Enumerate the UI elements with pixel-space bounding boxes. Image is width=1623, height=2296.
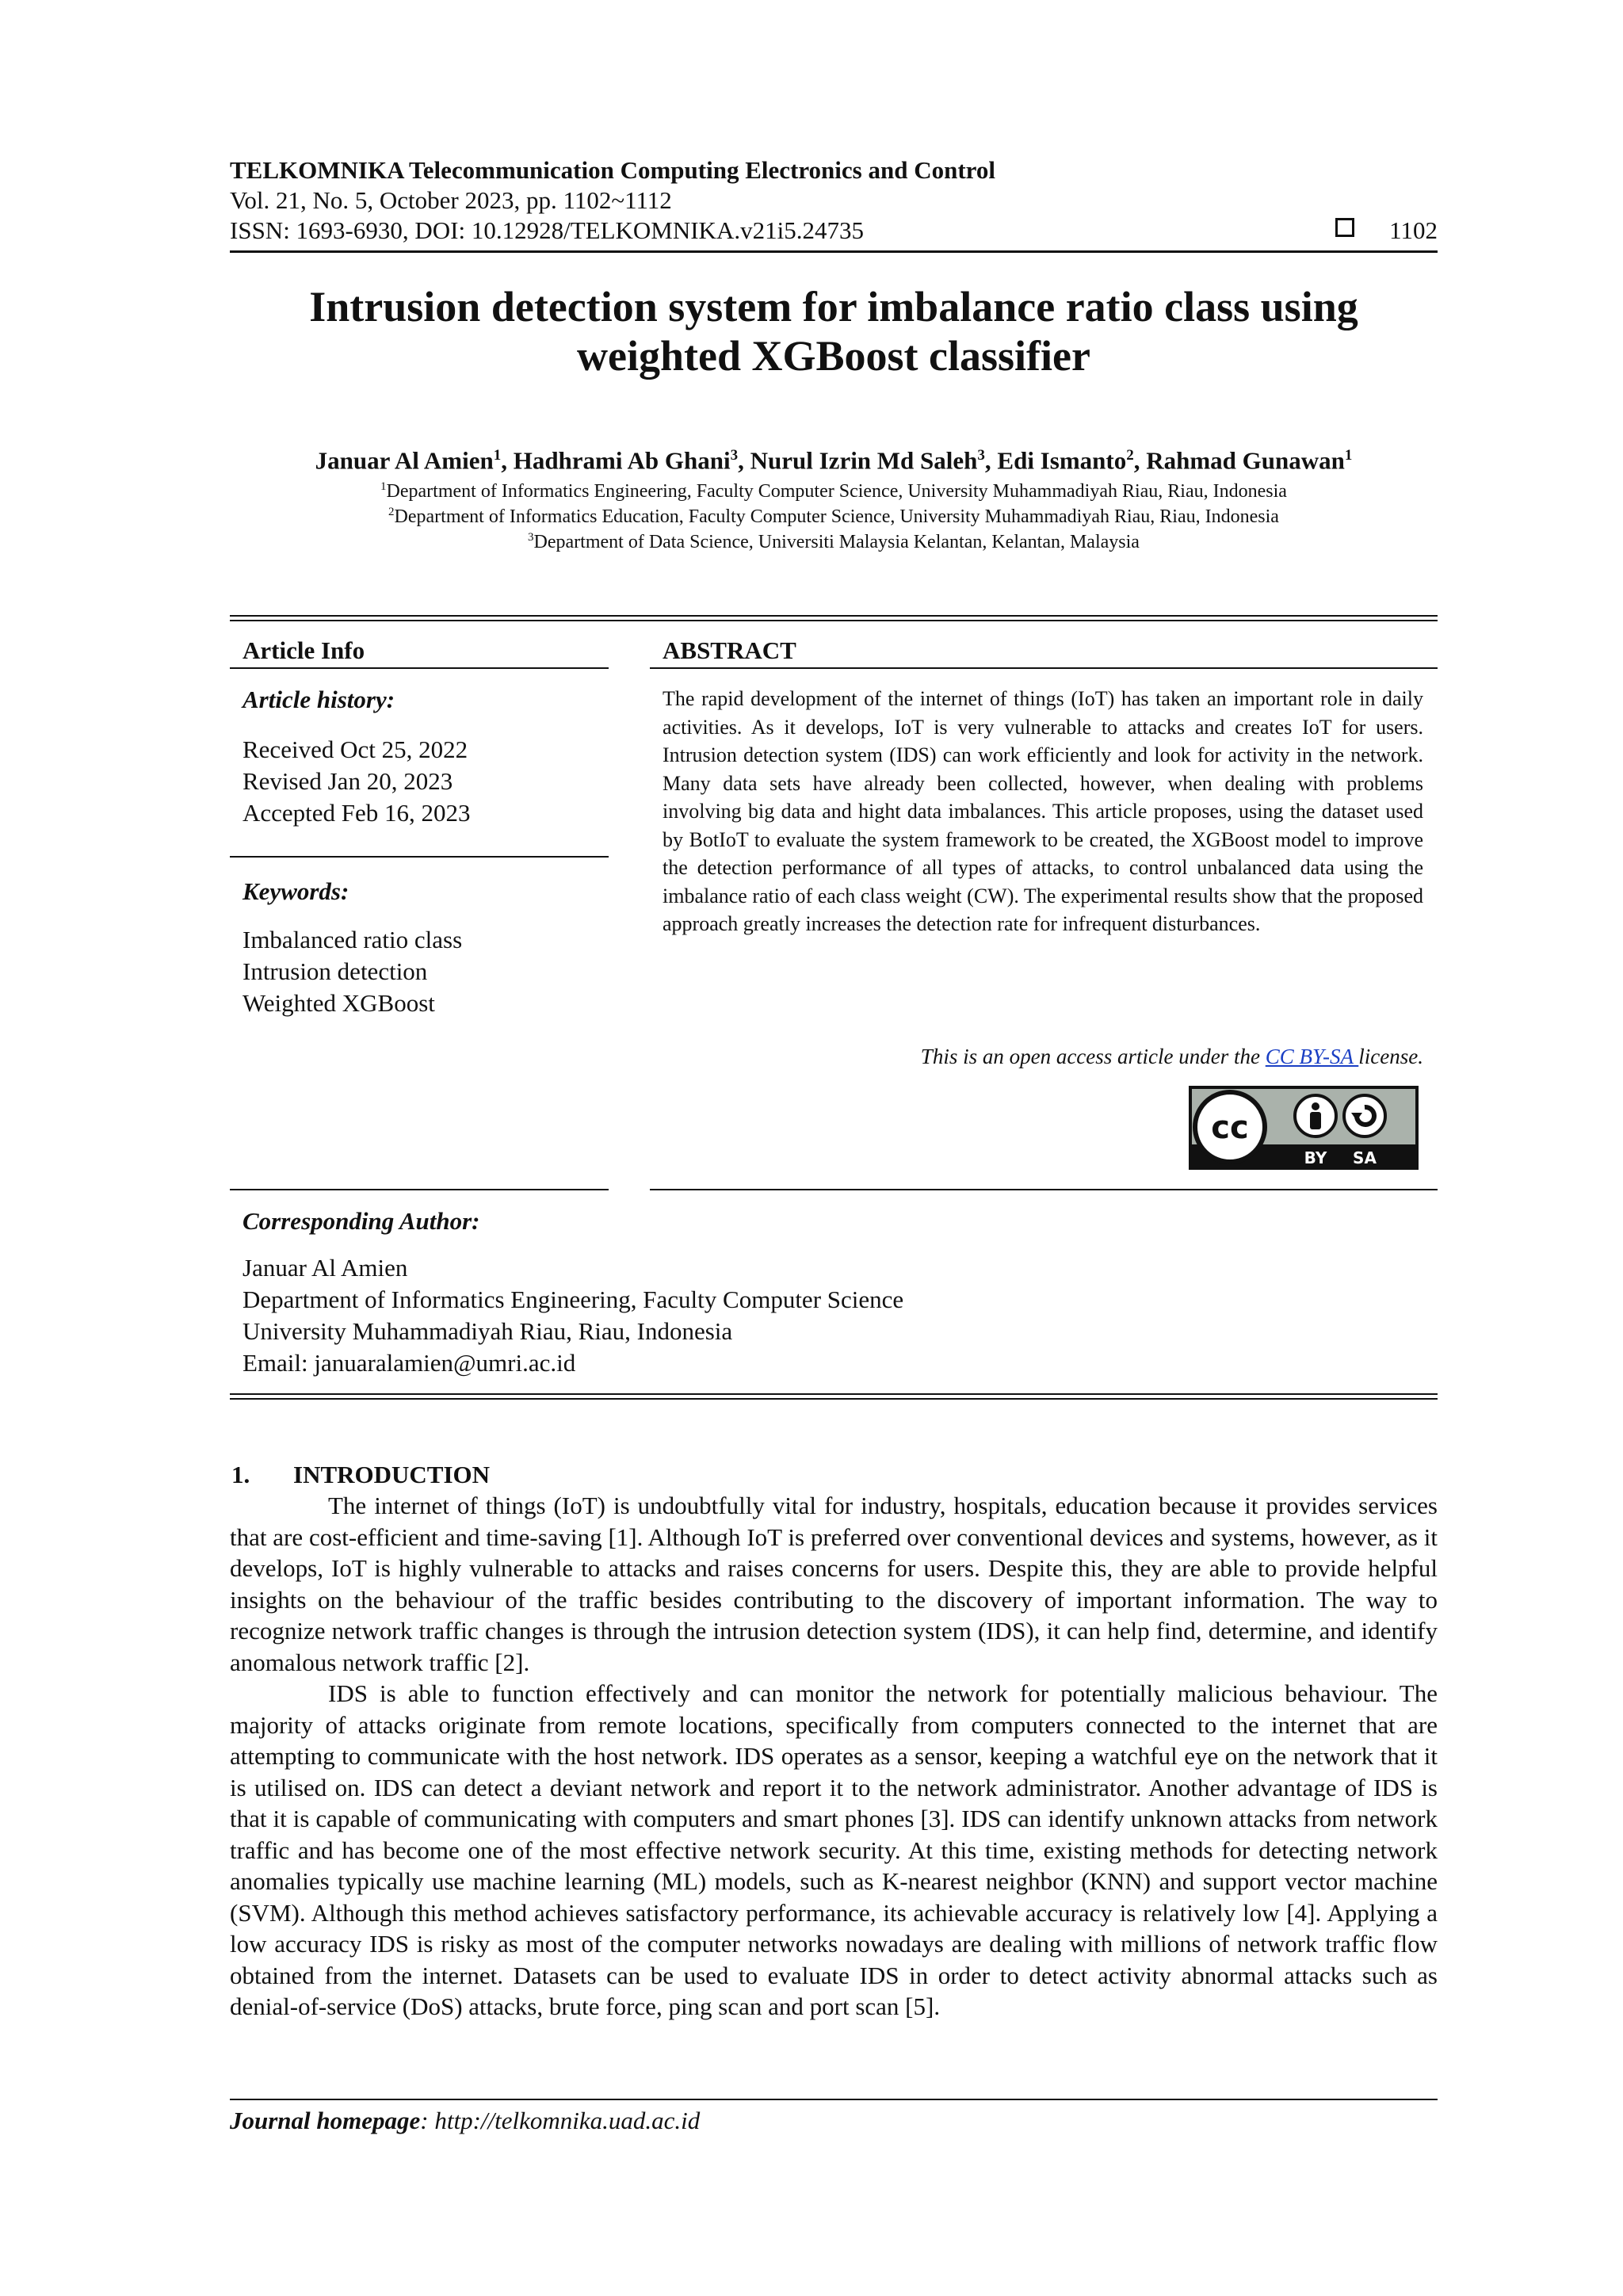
article-info-rule bbox=[230, 667, 609, 669]
section-number: 1. bbox=[231, 1461, 250, 1488]
badge-sa-label: SA bbox=[1353, 1148, 1377, 1167]
author-name: Edi Ismanto bbox=[997, 446, 1127, 475]
page-number-block bbox=[1335, 216, 1438, 246]
journal-name: TELKOMNIKA Telecommunication Computing Electronics and Control bbox=[230, 156, 995, 184]
paragraph: The internet of things (IoT) is undoubtfully vital for industry, hospitals, education because it provides services that are cost-efficient and time-saving [1]. Although IoT is preferred over conventional devices and systems, however, as it develops, IoT is highly vulnerable to attacks and raises concerns for users. Despite this, they are able to provide helpful insights on the behaviour of the traffic besides contributing to the discovery of important information. The way to recognize network traffic changes is through the intrusion detection system (IDS), it can help find, determine, and identify anomalous network traffic [2]. bbox=[230, 1492, 1438, 1676]
keyword-item: Imbalanced ratio class bbox=[242, 926, 463, 953]
article-history-heading: Article history: bbox=[242, 686, 395, 713]
date-revised: Revised Jan 20, 2023 bbox=[242, 767, 453, 795]
info-box-bottom-rule bbox=[230, 1393, 1438, 1395]
affiliation-mark: 3 bbox=[528, 531, 534, 544]
keywords-heading: Keywords: bbox=[242, 877, 349, 905]
author-name: Nurul Izrin Md Saleh bbox=[750, 446, 978, 475]
affiliation-text: Department of Data Science, Universiti Malaysia Kelantan, Kelantan, Malaysia bbox=[533, 532, 1140, 552]
cc-mark: cc bbox=[1211, 1110, 1249, 1146]
journal-issn-doi: ISSN: 1693-6930, DOI: 10.12928/TELKOMNIKA.v21i5.24735 bbox=[230, 216, 864, 244]
paragraph: IDS is able to function effectively and can monitor the network for potentially malicious behaviour. The majority of attacks originate from remote locations, specifically from computers connected to the internet that are attempting to communicate with the host network. IDS operates as a sensor, keeping a watchful eye on the network that it is utilised on. IDS can detect a deviant network and report it to the network administrator. Another advantage of IDS is that it is capable of communicating with computers and smart phones [3]. IDS can identify unknown attacks from network traffic and has become one of the most effective network security. At this time, existing methods for detecting network anomalies typically use machine learning (ML) models, such as K-nearest neighbor (KNN) and support vector machine (SVM). Although this method achieves satisfactory performance, its achievable accuracy is relatively low [4]. Applying a low accuracy IDS is risky as most of the computer networks nowadays are dealing with millions of network traffic flow obtained from the internet. Datasets can be used to evaluate IDS in order to detect activity abnormal attacks such as denial-of-service (DoS) attacks, brute force, ping scan and port scan [5]. bbox=[230, 1679, 1438, 2020]
corresponding-author-email: Email: januaralamien@umri.ac.id bbox=[242, 1349, 576, 1377]
article-info-bottom-rule bbox=[230, 1189, 609, 1190]
footer-url: : http://telkomnika.uad.ac.id bbox=[420, 2107, 701, 2134]
affiliation-mark: 1 bbox=[380, 480, 387, 493]
corresponding-author-details bbox=[242, 1252, 903, 1379]
author-list: Januar Al Amien$^1$, Hadhrami Ab Ghani$^3$, Nurul Izrin Md Saleh$^3$, Edi Ismanto$^2$, Rahmad Gunawan$^1$ bbox=[315, 446, 1353, 475]
corresponding-author-univ: University Muhammadiyah Riau, Riau, Indonesia bbox=[242, 1317, 733, 1345]
square-bullet-icon bbox=[1335, 218, 1354, 237]
abstract-heading: ABSTRACT bbox=[663, 636, 796, 664]
page-number: 1102 bbox=[1389, 216, 1438, 244]
footer-label: Journal homepage bbox=[230, 2107, 421, 2134]
author-name: Rahmad Gunawan bbox=[1146, 446, 1345, 475]
affiliation-mark: 2 bbox=[388, 506, 395, 518]
abstract-text: The rapid development of the internet of things (IoT) has taken an important role in daily activities. As it develops, IoT is very vulnerable to attacks and creates IoT for users. Intrusion detection system (IDS) can work efficiently and look for activity in the network. Many data sets have already been collected, however, when dealing with problems involving big data and hight data imbalances. This article proposes, using the dataset used by BotIoT to evaluate the system framework to be created, the XGBoost model to improve the detection performance of all types of attacks, to control unbalanced data using the imbalance ratio of each class weight (CW). The experimental results show that the proposed approach greatly increases the detection rate for infrequent disturbances. bbox=[663, 687, 1423, 935]
author-name: Januar Al Amien bbox=[315, 446, 494, 475]
author-affiliation-mark: 1 bbox=[1344, 447, 1353, 464]
article-info-heading: Article Info bbox=[242, 636, 365, 664]
author-name: Hadhrami Ab Ghani bbox=[513, 446, 731, 475]
badge-by-label: BY bbox=[1304, 1148, 1327, 1167]
section-title: INTRODUCTION bbox=[293, 1461, 491, 1488]
author-affiliation-mark: 3 bbox=[730, 447, 739, 464]
author-affiliation-mark: 2 bbox=[1126, 447, 1134, 464]
section-heading-introduction bbox=[231, 1460, 490, 1490]
corresponding-author-name: Januar Al Amien bbox=[242, 1254, 408, 1282]
info-box-top-rule bbox=[230, 615, 1438, 617]
date-received: Received Oct 25, 2022 bbox=[242, 735, 468, 763]
paper-title-line-1: Intrusion detection system for imbalance ratio class using bbox=[309, 283, 1358, 330]
corresponding-author-heading: Corresponding Author: bbox=[242, 1207, 480, 1235]
keyword-item: Intrusion detection bbox=[242, 957, 428, 985]
date-accepted: Accepted Feb 16, 2023 bbox=[242, 799, 471, 827]
footer bbox=[230, 2107, 700, 2135]
info-box-bottom-rule-2 bbox=[230, 1398, 1438, 1400]
footer-rule bbox=[230, 2099, 1438, 2100]
header-rule bbox=[230, 250, 1438, 253]
keyword-item: Weighted XGBoost bbox=[242, 989, 435, 1017]
corresponding-author-dept: Department of Informatics Engineering, Faculty Computer Science bbox=[242, 1286, 904, 1313]
share-alike-icon bbox=[1344, 1095, 1385, 1137]
affiliation-3 bbox=[230, 525, 1438, 555]
history-rule bbox=[230, 856, 609, 858]
license-statement bbox=[921, 1045, 1423, 1069]
cc-by-sa-badge bbox=[1189, 1086, 1419, 1170]
abstract-bottom-rule bbox=[650, 1189, 1438, 1190]
info-box-top-rule-2 bbox=[230, 620, 1438, 621]
license-link[interactable]: CC BY-SA bbox=[1265, 1045, 1359, 1068]
author-affiliation-mark: 1 bbox=[493, 447, 502, 464]
abstract-rule bbox=[650, 667, 1438, 669]
license-suffix: license. bbox=[1358, 1045, 1423, 1068]
introduction-body bbox=[230, 1490, 1438, 2023]
affiliation-text: Department of Informatics Engineering, Faculty Computer Science, University Muhammadiyah Riau, Riau, Indonesia bbox=[386, 481, 1287, 502]
paper-title bbox=[230, 282, 1438, 380]
journal-volume: Vol. 21, No. 5, October 2023, pp. 1102~1112 bbox=[230, 186, 672, 214]
author-affiliation-mark: 3 bbox=[977, 447, 985, 464]
license-prefix: This is an open access article under the bbox=[920, 1045, 1266, 1068]
paper-title-line-2: weighted XGBoost classifier bbox=[577, 332, 1090, 380]
affiliation-text: Department of Informatics Education, Faculty Computer Science, University Muhammadiyah Riau, Riau, Indonesia bbox=[394, 506, 1279, 527]
